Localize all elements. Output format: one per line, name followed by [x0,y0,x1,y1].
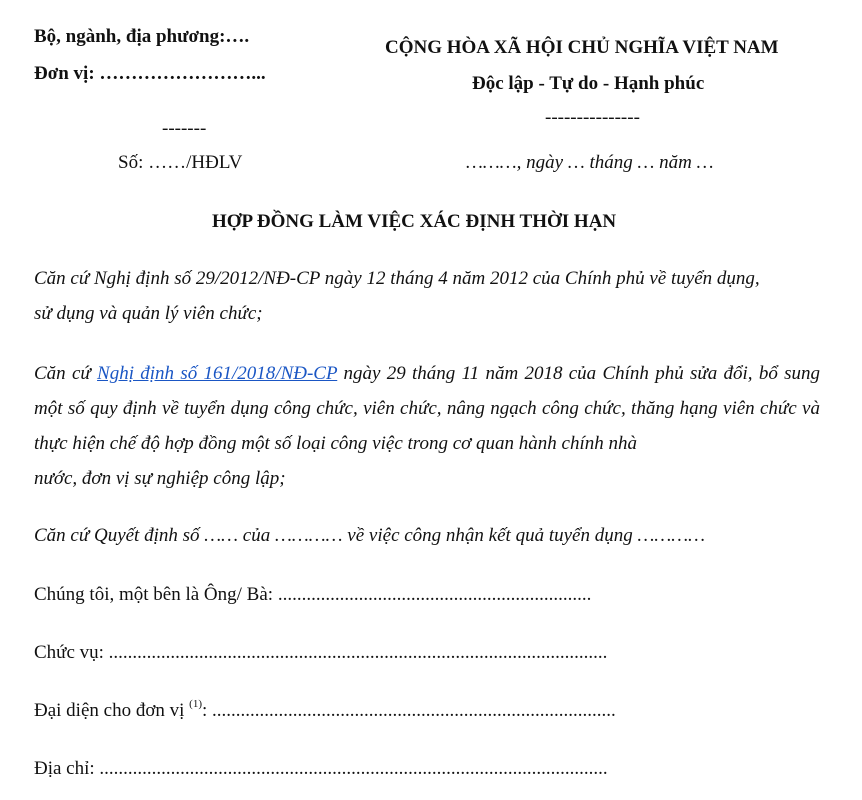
legal-basis-2 [34,356,820,496]
party-a-field: Chúng tôi, một bên là Ông/ Bà: .................................................................. [34,584,592,605]
representative-field [34,700,616,722]
footnote-marker: (1) [189,698,202,710]
left-divider: ------- [162,118,207,139]
legal-basis-3: Căn cứ Quyết định số …… của ………… về việc công nhận kết quả tuyển dụng ………… [34,525,706,546]
country-name: CỘNG HÒA XÃ HỘI CHỦ NGHĨA VIỆT NAM [385,37,779,58]
document-number: Số: ……/HĐLV [118,152,243,173]
legal-basis-2-prefix: Căn cứ [34,363,98,384]
ministry-line: Bộ, ngành, địa phương:…. [34,26,250,47]
unit-line: Đơn vị: ……………………... [34,63,266,84]
legal-basis-2-last-line: nước, đơn vị sự nghiệp công lập; [34,468,286,489]
legal-basis-2-text: ngày 29 tháng 11 năm 2018 của Chính phủ sửa đổi, bổ sung một số quy định về tuyển dụng công chức, viên chức, nâng ngạch công chức, thăng hạng viên chức và thực hiện chế độ hợp đồng một số loại công việc trong cơ quan hành chính nhà [34,363,821,454]
representative-label: Đại diện cho đơn vị [34,700,190,721]
position-field: Chức vụ: ......................................................................................................... [34,642,608,663]
document-title: HỢP ĐỒNG LÀM VIỆC XÁC ĐỊNH THỜI HẠN [212,211,617,232]
right-divider: --------------- [545,107,640,128]
legal-basis-1-line-2: sử dụng và quản lý viên chức; [34,303,263,324]
date-line: ………, ngày … tháng … năm … [466,152,714,173]
decree-161-link[interactable]: Nghị định số 161/2018/NĐ-CP [97,363,338,384]
address-field: Địa chỉ: ........................................................................................................... [34,758,608,779]
national-motto: Độc lập - Tự do - Hạnh phúc [472,73,705,94]
representative-dots: : ..................................................................................... [201,700,616,721]
legal-basis-1-line-1: Căn cứ Nghị định số 29/2012/NĐ-CP ngày 12 tháng 4 năm 2012 của Chính phủ về tuyển dụng, [34,268,760,289]
